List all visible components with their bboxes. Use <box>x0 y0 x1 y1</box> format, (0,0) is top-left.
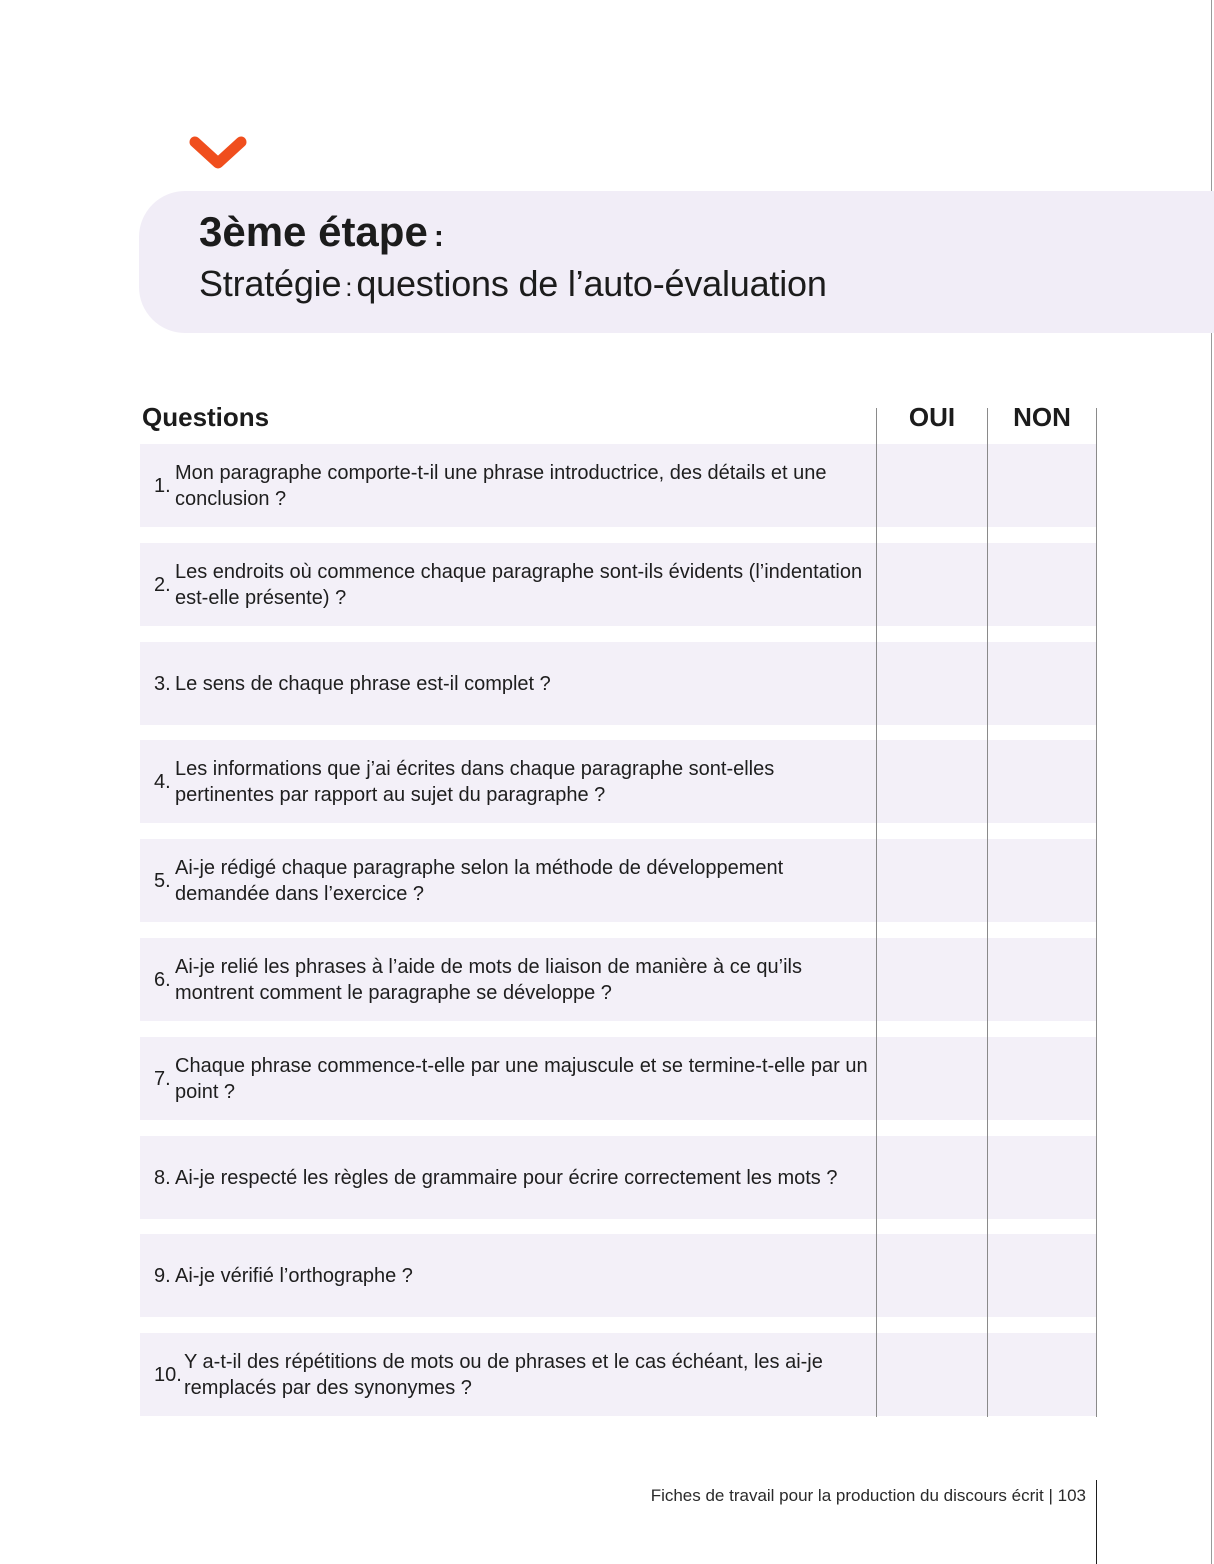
column-divider-oui <box>876 408 877 1417</box>
question-label: Mon paragraphe comporte-t-il une phrase introductrice, des détails et une conclusion ? <box>175 461 827 510</box>
column-header-questions: Questions <box>142 402 270 432</box>
table-row <box>140 1333 1096 1416</box>
step-title <box>199 208 444 256</box>
question-text <box>154 642 874 725</box>
question-number: 3. <box>154 672 171 695</box>
question-label: Y a-t-il des répétitions de mots ou de phrases et le cas échéant, les ai-je remplacés par des synonymes ? <box>184 1350 823 1399</box>
column-header-non: NON <box>1013 402 1071 432</box>
answer-cell-oui[interactable] <box>877 938 987 1021</box>
subtitle-label: Stratégie <box>199 263 342 304</box>
table-row <box>140 938 1096 1021</box>
question-label: Ai-je rédigé chaque paragraphe selon la méthode de développement demandée dans l’exercice ? <box>175 856 784 905</box>
subtitle-colon: : <box>345 272 353 302</box>
answer-cell-oui[interactable] <box>877 1333 987 1416</box>
question-text <box>154 938 874 1021</box>
question-number: 8. <box>154 1166 171 1189</box>
question-text <box>154 740 874 823</box>
column-divider-non <box>987 408 988 1417</box>
answer-cell-oui[interactable] <box>877 839 987 922</box>
step-subtitle <box>199 263 827 305</box>
answer-cell-oui[interactable] <box>877 444 987 527</box>
question-text <box>154 1234 874 1317</box>
table-row <box>140 740 1096 823</box>
answer-cell-non[interactable] <box>988 740 1096 823</box>
question-number: 1. <box>154 474 171 497</box>
question-label: Les endroits où commence chaque paragraphe sont-ils évidents (l’indentation est-elle présente) ? <box>175 560 863 609</box>
question-label: Ai-je respecté les règles de grammaire pour écrire correctement les mots ? <box>175 1166 838 1189</box>
question-label: Le sens de chaque phrase est-il complet ? <box>175 672 551 695</box>
answer-cell-oui[interactable] <box>877 543 987 626</box>
table-row <box>140 1037 1096 1120</box>
table-row <box>140 1136 1096 1219</box>
table-row <box>140 1234 1096 1317</box>
question-number: 10. <box>154 1363 182 1386</box>
question-label: Les informations que j’ai écrites dans chaque paragraphe sont-elles pertinentes par rapport au sujet du paragraphe ? <box>175 757 775 806</box>
footer-rule <box>1096 1480 1097 1564</box>
answer-cell-non[interactable] <box>988 938 1096 1021</box>
question-text <box>154 1136 874 1219</box>
question-text <box>154 1333 874 1416</box>
answer-cell-non[interactable] <box>988 444 1096 527</box>
question-number: 9. <box>154 1264 171 1287</box>
question-text <box>154 444 874 527</box>
column-header-oui: OUI <box>908 402 956 432</box>
question-number: 2. <box>154 573 171 596</box>
table-row <box>140 444 1096 527</box>
question-text <box>154 543 874 626</box>
question-label: Chaque phrase commence-t-elle par une majuscule et se termine-t-elle par un point ? <box>175 1054 868 1103</box>
table-row <box>140 642 1096 725</box>
step-title-colon: : <box>433 220 444 253</box>
page-footer: Fiches de travail pour la production du discours écrit | 103 <box>650 1486 1086 1505</box>
question-label: Ai-je vérifié l’orthographe ? <box>175 1264 413 1287</box>
subtitle-text: questions de l’auto-évaluation <box>356 263 827 304</box>
answer-cell-oui[interactable] <box>877 740 987 823</box>
answer-cell-non[interactable] <box>988 543 1096 626</box>
table-row <box>140 839 1096 922</box>
answer-cell-non[interactable] <box>988 1136 1096 1219</box>
question-number: 4. <box>154 770 171 793</box>
answer-cell-oui[interactable] <box>877 1037 987 1120</box>
answer-cell-oui[interactable] <box>877 642 987 725</box>
question-number: 6. <box>154 968 171 991</box>
question-number: 7. <box>154 1067 171 1090</box>
answer-cell-non[interactable] <box>988 839 1096 922</box>
answer-cell-non[interactable] <box>988 1333 1096 1416</box>
column-divider-right <box>1096 408 1097 1417</box>
answer-cell-oui[interactable] <box>877 1136 987 1219</box>
step-title-text: 3ème étape <box>199 208 428 255</box>
question-text <box>154 1037 874 1120</box>
question-number: 5. <box>154 869 171 892</box>
chevron-down-icon <box>188 134 248 174</box>
answer-cell-non[interactable] <box>988 1234 1096 1317</box>
answer-cell-non[interactable] <box>988 642 1096 725</box>
table-row <box>140 543 1096 626</box>
question-text <box>154 839 874 922</box>
answer-cell-oui[interactable] <box>877 1234 987 1317</box>
question-label: Ai-je relié les phrases à l’aide de mots de liaison de manière à ce qu’ils montrent comment le paragraphe se développe ? <box>175 955 802 1004</box>
answer-cell-non[interactable] <box>988 1037 1096 1120</box>
